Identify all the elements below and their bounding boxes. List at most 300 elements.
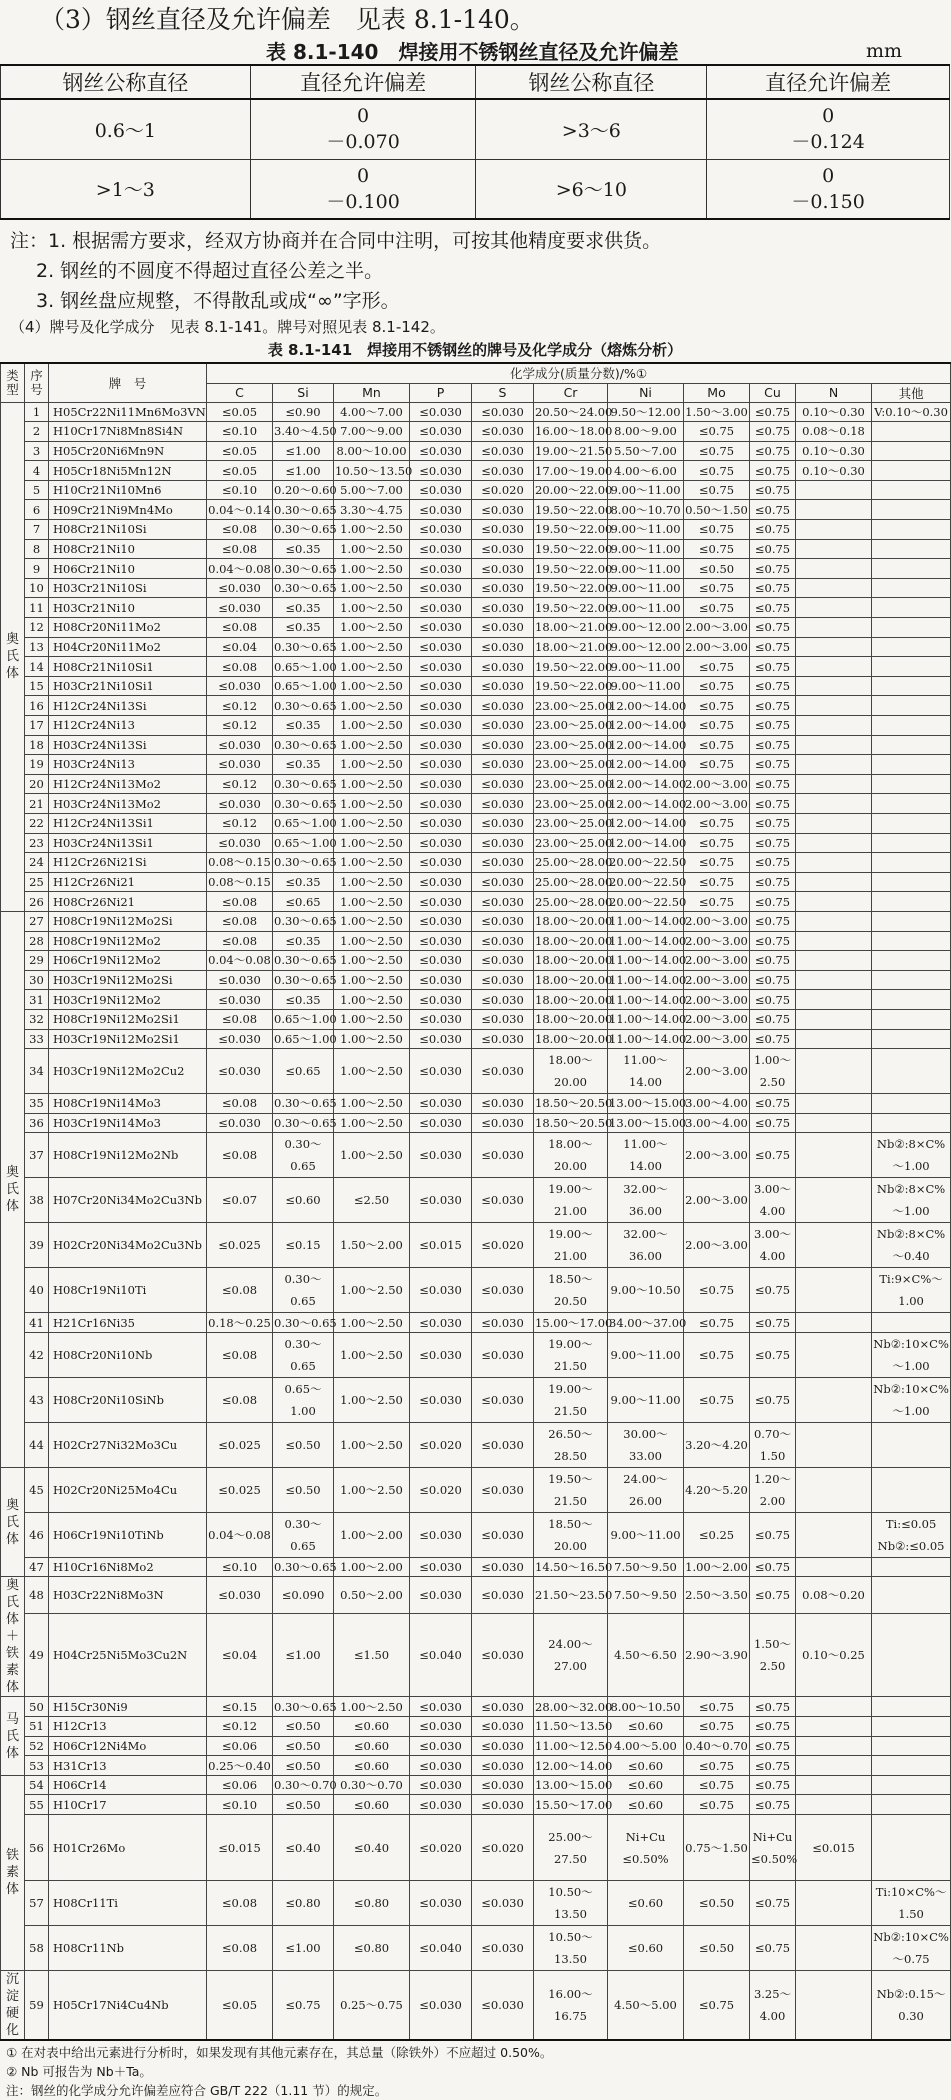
other-cell <box>872 520 951 540</box>
other-cell <box>872 1313 951 1333</box>
p-cell: ≤0.030 <box>410 716 472 736</box>
mo-cell: ≤0.75 <box>684 1332 750 1377</box>
n-cell <box>796 696 872 716</box>
ni-cell: 5.50～7.00 <box>608 441 684 461</box>
other-cell <box>872 853 951 873</box>
cu-cell: ≤0.75 <box>750 1775 796 1795</box>
ni-cell: 12.00～14.00 <box>608 696 684 716</box>
type-cell: 奥氏体 <box>1 1467 25 1577</box>
cu-cell: ≤0.75 <box>750 970 796 990</box>
ni-cell: 9.00～11.00 <box>608 539 684 559</box>
s-cell: ≤0.030 <box>472 676 534 696</box>
tolerance-lower: －0.100 <box>326 190 400 213</box>
n-cell <box>796 1512 872 1557</box>
mn-cell: 8.00～10.00 <box>334 441 410 461</box>
n-cell <box>796 774 872 794</box>
type-cell: 奥氏体＋铁素体 <box>1 1577 25 1697</box>
no-cell: 16 <box>25 696 49 716</box>
table-row <box>1 422 951 442</box>
grade-cell: H03Cr19Ni12Mo2Cu2 <box>49 1049 207 1094</box>
table-row <box>1 480 951 500</box>
table-row <box>1 1049 951 1094</box>
other-cell <box>872 1697 951 1717</box>
mo-cell: 2.00～3.00 <box>684 1049 750 1094</box>
table-row <box>1 1971 951 2041</box>
mn-cell: 1.00～2.50 <box>334 637 410 657</box>
ni-cell: 9.50～12.00 <box>608 402 684 422</box>
cu-cell: ≤0.75 <box>750 657 796 677</box>
table-row <box>1 1697 951 1717</box>
p-cell: ≤0.030 <box>410 1577 472 1613</box>
grade-cell: H03Cr19Ni12Mo2Si <box>49 970 207 990</box>
note-1: 注：1. 根据需方要求，经双方协商并在合同中注明，可按其他精度要求供货。 <box>10 230 662 252</box>
mo-cell: ≤0.75 <box>684 1971 750 2041</box>
element-column-header: Mn <box>334 383 410 402</box>
no-cell: 5 <box>25 480 49 500</box>
grade-cell: H06Cr12Ni4Mo <box>49 1736 207 1756</box>
s-cell: ≤0.030 <box>472 1613 534 1697</box>
si-cell: ≤0.35 <box>273 539 334 559</box>
mo-cell: ≤0.75 <box>684 676 750 696</box>
p-cell: ≤0.030 <box>410 637 472 657</box>
no-cell: 49 <box>25 1613 49 1697</box>
table-row <box>1 794 951 814</box>
n-cell <box>796 931 872 951</box>
table-row <box>1 774 951 794</box>
ni-cell: 34.00～37.00 <box>608 1313 684 1333</box>
tolerance-lower: －0.070 <box>326 131 400 154</box>
n-cell <box>796 637 872 657</box>
element-column-header: P <box>410 383 472 402</box>
cu-cell: ≤0.75 <box>750 951 796 971</box>
cu-cell: ≤0.75 <box>750 1113 796 1133</box>
p-cell: ≤0.030 <box>410 853 472 873</box>
other-cell <box>872 637 951 657</box>
no-cell: 19 <box>25 755 49 775</box>
no-cell: 42 <box>25 1332 49 1377</box>
si-cell: 0.65～1.00 <box>273 813 334 833</box>
ni-cell: ≤0.60 <box>608 1717 684 1737</box>
table-row <box>1 559 951 579</box>
other-cell <box>872 618 951 638</box>
table-row <box>1 1736 951 1756</box>
no-cell: 17 <box>25 716 49 736</box>
c-cell: 0.18～0.25 <box>207 1313 273 1333</box>
cr-cell: 18.50～20.50 <box>534 1094 608 1114</box>
mo-cell: 2.00～3.00 <box>684 1223 750 1268</box>
si-cell: 0.30～0.65 <box>273 1557 334 1577</box>
n-cell <box>796 1971 872 2041</box>
cr-cell: 19.50～22.00 <box>534 520 608 540</box>
table-row <box>1 951 951 971</box>
c-cell: ≤0.030 <box>207 1029 273 1049</box>
other-cell <box>872 813 951 833</box>
mn-cell: 1.00～2.50 <box>334 833 410 853</box>
cu-cell: ≤0.75 <box>750 716 796 736</box>
element-column-header: N <box>796 383 872 402</box>
mo-cell: ≤0.50 <box>684 1881 750 1926</box>
grade-cell: H08Cr19Ni12Mo2Nb <box>49 1133 207 1178</box>
mo-cell: 3.00～4.00 <box>684 1094 750 1114</box>
n-cell <box>796 1697 872 1717</box>
ni-cell: 9.00～11.00 <box>608 676 684 696</box>
cr-cell: 10.50～13.50 <box>534 1881 608 1926</box>
ni-cell: 9.00～11.00 <box>608 1332 684 1377</box>
cu-cell: ≤0.75 <box>750 461 796 481</box>
s-cell: ≤0.030 <box>472 1332 534 1377</box>
si-cell: ≤0.35 <box>273 931 334 951</box>
other-cell <box>872 1094 951 1114</box>
cr-cell: 19.00～21.50 <box>534 441 608 461</box>
grade-cell: H03Cr22Ni8Mo3N <box>49 1577 207 1613</box>
other-cell <box>872 951 951 971</box>
no-cell: 9 <box>25 559 49 579</box>
s-cell: ≤0.030 <box>472 990 534 1010</box>
p-cell: ≤0.030 <box>410 833 472 853</box>
table-row <box>1 1113 951 1133</box>
other-cell <box>872 1775 951 1795</box>
grade-cell: H06Cr19Ni10TiNb <box>49 1512 207 1557</box>
s-cell: ≤0.030 <box>472 872 534 892</box>
s-cell: ≤0.030 <box>472 598 534 618</box>
n-cell <box>796 1377 872 1422</box>
p-cell: ≤0.030 <box>410 1881 472 1926</box>
n-cell <box>796 1268 872 1313</box>
p-cell: ≤0.030 <box>410 422 472 442</box>
c-cell: ≤0.030 <box>207 598 273 618</box>
c-cell: ≤0.030 <box>207 1577 273 1613</box>
cu-cell: ≤0.75 <box>750 1795 796 1815</box>
cr-cell: 18.50～20.50 <box>534 1268 608 1313</box>
no-cell: 44 <box>25 1422 49 1467</box>
p-cell: ≤0.030 <box>410 911 472 931</box>
mn-cell: 1.00～2.50 <box>334 951 410 971</box>
ni-cell: ≤0.60 <box>608 1926 684 1971</box>
mo-cell: ≤0.75 <box>684 872 750 892</box>
mo-cell: ≤0.75 <box>684 1775 750 1795</box>
mo-cell: ≤0.50 <box>684 559 750 579</box>
no-cell: 12 <box>25 618 49 638</box>
si-cell: 0.30～0.65 <box>273 970 334 990</box>
cu-cell: ≤0.75 <box>750 1756 796 1776</box>
cr-cell: 23.00～25.00 <box>534 755 608 775</box>
mo-cell: ≤0.75 <box>684 441 750 461</box>
no-cell: 39 <box>25 1223 49 1268</box>
no-cell: 18 <box>25 735 49 755</box>
si-cell: 0.30～0.65 <box>273 794 334 814</box>
n-cell: 0.10～0.25 <box>796 1613 872 1697</box>
n-cell <box>796 1881 872 1926</box>
p-cell: ≤0.030 <box>410 1313 472 1333</box>
cr-cell: 10.50～13.50 <box>534 1926 608 1971</box>
mo-cell: 3.00～4.00 <box>684 1113 750 1133</box>
grade-cell: H01Cr26Mo <box>49 1815 207 1881</box>
mo-cell: ≤0.75 <box>684 853 750 873</box>
mo-cell: ≤0.75 <box>684 1313 750 1333</box>
mn-cell: 1.00～2.50 <box>334 1422 410 1467</box>
ni-cell: 9.00～12.00 <box>608 637 684 657</box>
p-cell: ≤0.030 <box>410 1756 472 1776</box>
n-cell <box>796 1094 872 1114</box>
si-cell: 0.30～0.65 <box>273 853 334 873</box>
c-cell: ≤0.07 <box>207 1178 273 1223</box>
s-cell: ≤0.030 <box>472 1971 534 2041</box>
table-header-row <box>1 65 950 99</box>
n-cell <box>796 539 872 559</box>
p-cell: ≤0.030 <box>410 1717 472 1737</box>
mn-cell: 1.00～2.50 <box>334 676 410 696</box>
ni-cell: 7.50～9.50 <box>608 1557 684 1577</box>
ni-cell: 12.00～14.00 <box>608 833 684 853</box>
mn-cell: 10.50～13.50 <box>334 461 410 481</box>
grade-cell: H03Cr19Ni12Mo2 <box>49 990 207 1010</box>
table-row <box>1 970 951 990</box>
no-cell: 40 <box>25 1268 49 1313</box>
p-cell: ≤0.030 <box>410 402 472 422</box>
type-cell: 马氏体 <box>1 1697 25 1775</box>
no-cell: 58 <box>25 1926 49 1971</box>
no-cell: 46 <box>25 1512 49 1557</box>
no-cell: 23 <box>25 833 49 853</box>
ni-cell: 4.50～6.50 <box>608 1613 684 1697</box>
no-cell: 47 <box>25 1557 49 1577</box>
si-cell: 0.30～0.65 <box>273 1133 334 1178</box>
grade-cell: H08Cr20Ni10Nb <box>49 1332 207 1377</box>
note-2: 2. 钢丝的不圆度不得超过直径公差之半。 <box>36 260 384 282</box>
grade-cell: H03Cr24Ni13Si <box>49 735 207 755</box>
ni-cell: 8.00～10.50 <box>608 1697 684 1717</box>
cr-cell: 19.50～22.00 <box>534 559 608 579</box>
mo-cell: 2.00～3.00 <box>684 637 750 657</box>
s-cell: ≤0.030 <box>472 461 534 481</box>
si-cell: 0.30～0.65 <box>273 696 334 716</box>
p-cell: ≤0.020 <box>410 1422 472 1467</box>
table-row <box>1 618 951 638</box>
cr-cell: 14.50～16.50 <box>534 1557 608 1577</box>
ni-cell: 11.00～14.00 <box>608 911 684 931</box>
table-row <box>1 539 951 559</box>
c-cell: ≤0.10 <box>207 1795 273 1815</box>
mn-cell: 0.30～0.70 <box>334 1775 410 1795</box>
si-cell: ≤0.090 <box>273 1577 334 1613</box>
other-cell <box>872 559 951 579</box>
c-cell: ≤0.12 <box>207 1717 273 1737</box>
no-cell: 36 <box>25 1113 49 1133</box>
mn-cell: 1.00～2.50 <box>334 774 410 794</box>
mo-cell: ≤0.75 <box>684 833 750 853</box>
n-cell <box>796 794 872 814</box>
si-cell: ≤0.50 <box>273 1717 334 1737</box>
cr-cell: 18.00～20.00 <box>534 1009 608 1029</box>
cu-cell: ≤0.75 <box>750 422 796 442</box>
mn-cell: 1.00～2.50 <box>334 1094 410 1114</box>
mn-cell: ≤0.60 <box>334 1795 410 1815</box>
mn-cell: ≤0.60 <box>334 1736 410 1756</box>
diameter-tolerance-table <box>0 64 950 220</box>
other-cell <box>872 1467 951 1512</box>
other-cell <box>872 735 951 755</box>
mo-cell: ≤0.75 <box>684 578 750 598</box>
table-row <box>1 99 950 159</box>
ni-cell: 11.00～14.00 <box>608 990 684 1010</box>
p-cell: ≤0.030 <box>410 735 472 755</box>
p-cell: ≤0.030 <box>410 951 472 971</box>
p-cell: ≤0.030 <box>410 559 472 579</box>
other-cell <box>872 794 951 814</box>
cu-cell: ≤0.75 <box>750 990 796 1010</box>
si-cell: ≤0.35 <box>273 618 334 638</box>
table-row <box>1 402 951 422</box>
p-cell: ≤0.030 <box>410 794 472 814</box>
cr-cell: 18.50～20.00 <box>534 1512 608 1557</box>
mo-cell: ≤0.75 <box>684 422 750 442</box>
si-cell: ≤0.80 <box>273 1881 334 1926</box>
cu-cell: ≤0.75 <box>750 1133 796 1178</box>
c-cell: 0.04～0.08 <box>207 1512 273 1557</box>
n-cell <box>796 480 872 500</box>
si-cell: 0.30～0.65 <box>273 1113 334 1133</box>
p-cell: ≤0.030 <box>410 755 472 775</box>
s-cell: ≤0.030 <box>472 951 534 971</box>
no-cell: 13 <box>25 637 49 657</box>
mn-cell: 1.00～2.50 <box>334 696 410 716</box>
other-cell <box>872 1795 951 1815</box>
si-cell: ≤1.00 <box>273 461 334 481</box>
ni-cell: 9.00～11.00 <box>608 559 684 579</box>
table-row <box>1 159 950 219</box>
p-cell: ≤0.030 <box>410 1736 472 1756</box>
chemical-composition-table <box>0 362 951 2041</box>
s-cell: ≤0.030 <box>472 853 534 873</box>
cu-cell: ≤0.75 <box>750 911 796 931</box>
ni-cell: 11.00～14.00 <box>608 951 684 971</box>
c-cell: ≤0.10 <box>207 422 273 442</box>
mo-cell: 1.50～3.00 <box>684 402 750 422</box>
no-cell: 45 <box>25 1467 49 1512</box>
s-cell: ≤0.020 <box>472 1223 534 1268</box>
s-cell: ≤0.030 <box>472 578 534 598</box>
cr-cell: 13.00～15.00 <box>534 1775 608 1795</box>
table-row <box>1 1557 951 1577</box>
mo-cell: ≤0.75 <box>684 1717 750 1737</box>
other-cell <box>872 696 951 716</box>
c-cell: ≤0.08 <box>207 931 273 951</box>
element-column-header: C <box>207 383 273 402</box>
mo-cell: 0.50～1.50 <box>684 500 750 520</box>
ni-cell: 9.00～11.00 <box>608 1377 684 1422</box>
s-cell: ≤0.030 <box>472 1268 534 1313</box>
mo-cell: 2.00～3.00 <box>684 931 750 951</box>
cr-cell: 23.00～25.00 <box>534 696 608 716</box>
table-2-title: 表 8.1-141 焊接用不锈钢丝的牌号及化学成分（熔炼分析） <box>267 341 683 359</box>
s-cell: ≤0.030 <box>472 1009 534 1029</box>
other-cell <box>872 598 951 618</box>
p-cell: ≤0.030 <box>410 1178 472 1223</box>
mn-cell: 1.00～2.50 <box>334 1268 410 1313</box>
cr-cell: 23.00～25.00 <box>534 833 608 853</box>
tolerance-lower: －0.124 <box>791 131 865 154</box>
no-cell: 22 <box>25 813 49 833</box>
p-cell: ≤0.030 <box>410 1377 472 1422</box>
mo-cell: ≤0.75 <box>684 1697 750 1717</box>
mn-cell: 1.00～2.50 <box>334 1467 410 1512</box>
si-cell: ≤0.35 <box>273 716 334 736</box>
column-header-grade: 牌 号 <box>49 363 207 402</box>
s-cell: ≤0.030 <box>472 1775 534 1795</box>
s-cell: ≤0.030 <box>472 833 534 853</box>
table-row <box>1 1512 951 1557</box>
cu-cell: ≤0.75 <box>750 1881 796 1926</box>
element-column-header: Si <box>273 383 334 402</box>
n-cell: 0.08～0.18 <box>796 422 872 442</box>
cr-cell: 11.00～12.50 <box>534 1736 608 1756</box>
cr-cell: 19.00～21.50 <box>534 1377 608 1422</box>
p-cell: ≤0.030 <box>410 813 472 833</box>
c-cell: ≤0.06 <box>207 1736 273 1756</box>
other-cell: Nb②:8×C%～1.00 <box>872 1133 951 1178</box>
c-cell: ≤0.030 <box>207 794 273 814</box>
ni-cell: ≤0.60 <box>608 1795 684 1815</box>
ni-cell: 13.00～15.00 <box>608 1113 684 1133</box>
section-3-heading: （3）钢丝直径及允许偏差 见表 8.1-140。 <box>40 5 535 34</box>
n-cell <box>796 735 872 755</box>
c-cell: ≤0.05 <box>207 402 273 422</box>
grade-cell: H03Cr19Ni12Mo2Si1 <box>49 1029 207 1049</box>
cr-cell: 17.00～19.00 <box>534 461 608 481</box>
other-cell <box>872 892 951 912</box>
si-cell: 0.30～0.65 <box>273 1697 334 1717</box>
c-cell: ≤0.08 <box>207 1268 273 1313</box>
table-row <box>1 755 951 775</box>
si-cell: 0.30～0.70 <box>273 1775 334 1795</box>
cu-cell: 1.00～2.50 <box>750 1049 796 1094</box>
no-cell: 29 <box>25 951 49 971</box>
s-cell: ≤0.030 <box>472 1881 534 1926</box>
mo-cell: ≤0.75 <box>684 716 750 736</box>
other-cell <box>872 1736 951 1756</box>
p-cell: ≤0.030 <box>410 1557 472 1577</box>
si-cell: 0.65～1.00 <box>273 657 334 677</box>
p-cell: ≤0.040 <box>410 1926 472 1971</box>
table-row <box>1 441 951 461</box>
mn-cell: ≤1.50 <box>334 1613 410 1697</box>
no-cell: 14 <box>25 657 49 677</box>
ni-cell: 8.00～9.00 <box>608 422 684 442</box>
other-cell <box>872 931 951 951</box>
cr-cell: 19.50～22.00 <box>534 539 608 559</box>
n-cell <box>796 1736 872 1756</box>
cu-cell: ≤0.75 <box>750 441 796 461</box>
ni-cell: ≤0.60 <box>608 1756 684 1776</box>
column-header-composition: 化学成分(质量分数)/%① <box>207 363 951 383</box>
no-cell: 3 <box>25 441 49 461</box>
other-cell <box>872 990 951 1010</box>
grade-cell: H08Cr19Ni12Mo2 <box>49 931 207 951</box>
type-cell: 奥氏体 <box>1 402 25 911</box>
mn-cell: 0.50～2.00 <box>334 1577 410 1613</box>
grade-cell: H10Cr16Ni8Mo2 <box>49 1557 207 1577</box>
si-cell: ≤0.15 <box>273 1223 334 1268</box>
grade-cell: H02Cr20Ni34Mo2Cu3Nb <box>49 1223 207 1268</box>
cu-cell: ≤0.75 <box>750 1268 796 1313</box>
s-cell: ≤0.030 <box>472 1377 534 1422</box>
si-cell: ≤0.40 <box>273 1815 334 1881</box>
mn-cell: 1.00～2.50 <box>334 598 410 618</box>
mn-cell: ≤0.60 <box>334 1756 410 1776</box>
no-cell: 57 <box>25 1881 49 1926</box>
table-row <box>1 696 951 716</box>
no-cell: 54 <box>25 1775 49 1795</box>
